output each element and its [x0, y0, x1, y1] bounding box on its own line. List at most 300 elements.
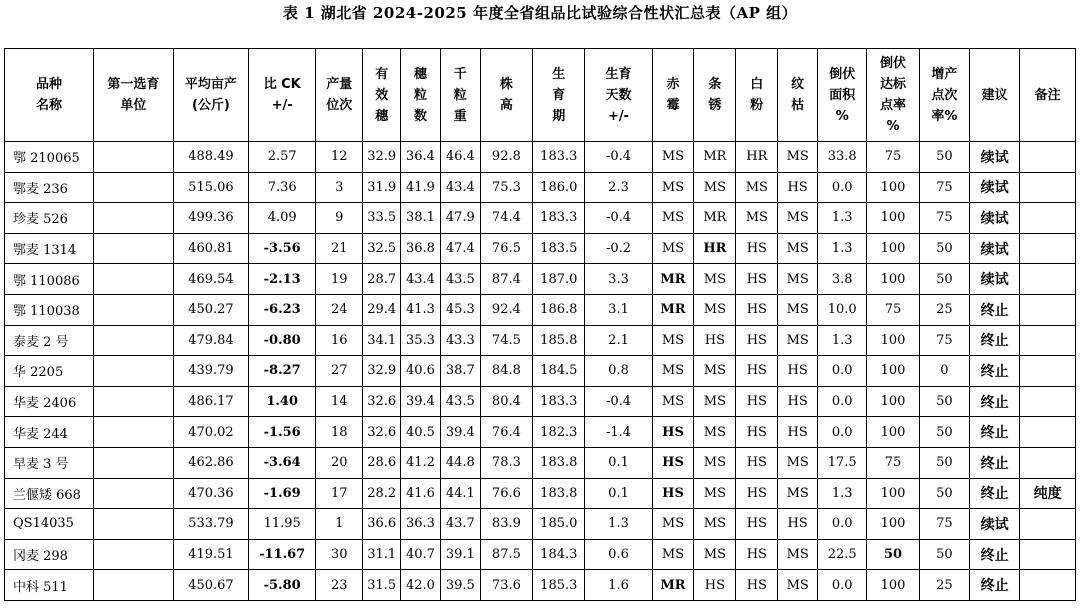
cell-days: -0.4	[585, 142, 652, 173]
cell-rank: 17	[316, 478, 363, 509]
cell-inc-rate: 75	[919, 509, 969, 540]
cell-baifen: MS	[736, 172, 778, 203]
cell-baifen: HS	[736, 417, 778, 448]
cell-height: 74.4	[480, 203, 532, 234]
summary-table	[4, 48, 1076, 601]
cell-name: 鄂 210065	[5, 142, 94, 173]
cell-chimei: MS	[652, 142, 694, 173]
table-row	[5, 203, 1076, 234]
cell-vs-ck: -5.80	[249, 570, 316, 601]
cell-name: 兰偃矮 668	[5, 478, 94, 509]
cell-suggest: 续试	[970, 233, 1020, 264]
cell-grains: 41.9	[401, 172, 441, 203]
column-header: 平均亩产 (公斤)	[173, 49, 248, 142]
cell-suggest: 终止	[970, 539, 1020, 570]
cell-wenku: MS	[778, 233, 818, 264]
cell-lodge-rate: 100	[867, 509, 919, 540]
cell-note	[1020, 509, 1076, 540]
cell-wenku: HS	[778, 172, 818, 203]
table-row	[5, 142, 1076, 173]
cell-height: 87.4	[480, 264, 532, 295]
cell-vs-ck: -3.64	[249, 447, 316, 478]
cell-rank: 23	[316, 570, 363, 601]
cell-ear: 32.9	[363, 142, 401, 173]
cell-suggest: 终止	[970, 570, 1020, 601]
cell-name: 华 2205	[5, 356, 94, 387]
cell-lodge-area: 1.3	[818, 325, 867, 356]
cell-note	[1020, 386, 1076, 417]
cell-unit	[94, 264, 174, 295]
cell-days: 3.3	[585, 264, 652, 295]
cell-days: 2.3	[585, 172, 652, 203]
cell-wenku: MS	[778, 325, 818, 356]
cell-inc-rate: 50	[919, 233, 969, 264]
cell-note	[1020, 233, 1076, 264]
cell-grains: 35.3	[401, 325, 441, 356]
cell-days: 0.6	[585, 539, 652, 570]
cell-vs-ck: 2.57	[249, 142, 316, 173]
cell-grains: 40.6	[401, 356, 441, 387]
cell-lodge-rate: 100	[867, 203, 919, 234]
cell-yield: 462.86	[173, 447, 248, 478]
cell-baifen: HS	[736, 570, 778, 601]
cell-vs-ck: 1.40	[249, 386, 316, 417]
cell-inc-rate: 50	[919, 386, 969, 417]
cell-inc-rate: 50	[919, 417, 969, 448]
cell-grains: 36.4	[401, 142, 441, 173]
cell-yield: 469.54	[173, 264, 248, 295]
cell-yield: 515.06	[173, 172, 248, 203]
cell-wenku: HS	[778, 356, 818, 387]
table-row	[5, 539, 1076, 570]
cell-lodge-area: 33.8	[818, 142, 867, 173]
cell-chimei: MS	[652, 356, 694, 387]
cell-lodge-rate: 100	[867, 356, 919, 387]
cell-ear: 32.5	[363, 233, 401, 264]
cell-suggest: 续试	[970, 264, 1020, 295]
cell-suggest: 终止	[970, 356, 1020, 387]
cell-suggest: 续试	[970, 509, 1020, 540]
cell-wenku: MS	[778, 570, 818, 601]
cell-period: 183.8	[533, 478, 585, 509]
cell-lodge-area: 0.0	[818, 417, 867, 448]
cell-suggest: 终止	[970, 294, 1020, 325]
cell-name: 鄂 110038	[5, 294, 94, 325]
column-header: 产量 位次	[316, 49, 363, 142]
cell-height: 76.4	[480, 417, 532, 448]
cell-yield: 499.36	[173, 203, 248, 234]
column-header: 穗 粒 数	[401, 49, 441, 142]
cell-note: 纯度	[1020, 478, 1076, 509]
cell-inc-rate: 75	[919, 203, 969, 234]
cell-height: 73.6	[480, 570, 532, 601]
cell-unit	[94, 447, 174, 478]
column-header: 倒伏 达标 点率 %	[867, 49, 919, 142]
cell-chimei: HS	[652, 478, 694, 509]
cell-tiaoxiu: MS	[694, 294, 736, 325]
cell-period: 184.5	[533, 356, 585, 387]
cell-wenku: HS	[778, 417, 818, 448]
cell-inc-rate: 0	[919, 356, 969, 387]
cell-tgw: 39.4	[440, 417, 480, 448]
cell-wenku: MS	[778, 447, 818, 478]
cell-ear: 28.2	[363, 478, 401, 509]
cell-baifen: HS	[736, 325, 778, 356]
cell-lodge-rate: 100	[867, 570, 919, 601]
column-header: 增产 点次 率%	[919, 49, 969, 142]
cell-suggest: 续试	[970, 172, 1020, 203]
column-header: 白 粉	[736, 49, 778, 142]
cell-suggest: 终止	[970, 447, 1020, 478]
cell-ear: 32.6	[363, 386, 401, 417]
cell-vs-ck: -3.56	[249, 233, 316, 264]
cell-lodge-rate: 100	[867, 233, 919, 264]
cell-period: 184.3	[533, 539, 585, 570]
cell-tiaoxiu: MS	[694, 539, 736, 570]
cell-yield: 488.49	[173, 142, 248, 173]
table-body	[5, 142, 1076, 601]
cell-grains: 41.3	[401, 294, 441, 325]
cell-lodge-rate: 100	[867, 478, 919, 509]
cell-lodge-area: 0.0	[818, 386, 867, 417]
cell-grains: 39.4	[401, 386, 441, 417]
cell-grains: 40.7	[401, 539, 441, 570]
table-row	[5, 478, 1076, 509]
column-header: 生 育 期	[533, 49, 585, 142]
cell-vs-ck: -8.27	[249, 356, 316, 387]
cell-baifen: HS	[736, 478, 778, 509]
cell-tgw: 43.7	[440, 509, 480, 540]
cell-inc-rate: 50	[919, 478, 969, 509]
cell-tgw: 43.3	[440, 325, 480, 356]
table-row	[5, 233, 1076, 264]
cell-note	[1020, 417, 1076, 448]
cell-ear: 31.5	[363, 570, 401, 601]
table-row	[5, 325, 1076, 356]
cell-tgw: 45.3	[440, 294, 480, 325]
cell-grains: 40.5	[401, 417, 441, 448]
cell-chimei: MS	[652, 172, 694, 203]
cell-yield: 439.79	[173, 356, 248, 387]
cell-inc-rate: 25	[919, 294, 969, 325]
cell-lodge-area: 22.5	[818, 539, 867, 570]
cell-chimei: MR	[652, 294, 694, 325]
cell-grains: 41.2	[401, 447, 441, 478]
cell-lodge-area: 17.5	[818, 447, 867, 478]
column-header: 比 CK +/-	[249, 49, 316, 142]
cell-baifen: HS	[736, 509, 778, 540]
cell-baifen: HS	[736, 447, 778, 478]
cell-tiaoxiu: MS	[694, 386, 736, 417]
cell-grains: 38.1	[401, 203, 441, 234]
cell-lodge-area: 1.3	[818, 478, 867, 509]
cell-days: 0.1	[585, 478, 652, 509]
cell-suggest: 终止	[970, 478, 1020, 509]
cell-yield: 533.79	[173, 509, 248, 540]
cell-wenku: MS	[778, 539, 818, 570]
column-header: 备注	[1020, 49, 1076, 142]
cell-ear: 28.7	[363, 264, 401, 295]
cell-period: 185.8	[533, 325, 585, 356]
cell-lodge-rate: 100	[867, 325, 919, 356]
cell-period: 183.8	[533, 447, 585, 478]
cell-baifen: HS	[736, 386, 778, 417]
cell-wenku: MS	[778, 478, 818, 509]
cell-tiaoxiu: HR	[694, 233, 736, 264]
cell-lodge-rate: 100	[867, 417, 919, 448]
cell-inc-rate: 50	[919, 539, 969, 570]
cell-vs-ck: 4.09	[249, 203, 316, 234]
cell-name: 鄂麦 1314	[5, 233, 94, 264]
column-header: 赤 霉	[652, 49, 694, 142]
cell-lodge-rate: 100	[867, 264, 919, 295]
cell-rank: 12	[316, 142, 363, 173]
table-row	[5, 447, 1076, 478]
cell-name: 冈麦 298	[5, 539, 94, 570]
cell-days: 1.3	[585, 509, 652, 540]
cell-ear: 31.9	[363, 172, 401, 203]
cell-vs-ck: -0.80	[249, 325, 316, 356]
cell-inc-rate: 25	[919, 570, 969, 601]
cell-rank: 18	[316, 417, 363, 448]
cell-ear: 29.4	[363, 294, 401, 325]
column-header: 品种 名称	[5, 49, 94, 142]
cell-suggest: 续试	[970, 142, 1020, 173]
cell-rank: 16	[316, 325, 363, 356]
cell-days: -1.4	[585, 417, 652, 448]
cell-ear: 36.6	[363, 509, 401, 540]
cell-yield: 450.67	[173, 570, 248, 601]
cell-name: 泰麦 2 号	[5, 325, 94, 356]
cell-unit	[94, 142, 174, 173]
cell-tgw: 46.4	[440, 142, 480, 173]
cell-note	[1020, 570, 1076, 601]
cell-name: 华麦 2406	[5, 386, 94, 417]
cell-name: 珍麦 526	[5, 203, 94, 234]
column-header: 纹 枯	[778, 49, 818, 142]
cell-days: 2.1	[585, 325, 652, 356]
cell-tiaoxiu: HS	[694, 570, 736, 601]
cell-grains: 36.8	[401, 233, 441, 264]
cell-tiaoxiu: MS	[694, 478, 736, 509]
cell-unit	[94, 570, 174, 601]
cell-height: 80.4	[480, 386, 532, 417]
cell-vs-ck: -1.56	[249, 417, 316, 448]
cell-chimei: MR	[652, 570, 694, 601]
cell-note	[1020, 142, 1076, 173]
cell-suggest: 终止	[970, 386, 1020, 417]
cell-ear: 33.5	[363, 203, 401, 234]
cell-grains: 36.3	[401, 509, 441, 540]
cell-yield: 419.51	[173, 539, 248, 570]
cell-grains: 43.4	[401, 264, 441, 295]
cell-name: 华麦 244	[5, 417, 94, 448]
cell-unit	[94, 356, 174, 387]
cell-rank: 14	[316, 386, 363, 417]
cell-lodge-rate: 75	[867, 294, 919, 325]
cell-height: 83.9	[480, 509, 532, 540]
cell-unit	[94, 325, 174, 356]
cell-days: -0.4	[585, 203, 652, 234]
cell-vs-ck: -2.13	[249, 264, 316, 295]
cell-wenku: HS	[778, 386, 818, 417]
cell-period: 186.0	[533, 172, 585, 203]
cell-name: 中科 511	[5, 570, 94, 601]
cell-tgw: 47.4	[440, 233, 480, 264]
column-header: 生育 天数 +/-	[585, 49, 652, 142]
cell-rank: 20	[316, 447, 363, 478]
cell-inc-rate: 50	[919, 142, 969, 173]
cell-lodge-area: 0.0	[818, 172, 867, 203]
cell-inc-rate: 75	[919, 172, 969, 203]
cell-days: 0.8	[585, 356, 652, 387]
cell-note	[1020, 325, 1076, 356]
cell-height: 78.3	[480, 447, 532, 478]
cell-tiaoxiu: MS	[694, 509, 736, 540]
cell-tiaoxiu: MS	[694, 172, 736, 203]
cell-baifen: HS	[736, 539, 778, 570]
cell-vs-ck: 7.36	[249, 172, 316, 203]
cell-rank: 21	[316, 233, 363, 264]
cell-chimei: MS	[652, 509, 694, 540]
cell-unit	[94, 203, 174, 234]
cell-rank: 24	[316, 294, 363, 325]
cell-note	[1020, 447, 1076, 478]
cell-vs-ck: 11.95	[249, 509, 316, 540]
column-header: 倒伏 面积 %	[818, 49, 867, 142]
cell-wenku: MS	[778, 203, 818, 234]
table-row	[5, 417, 1076, 448]
cell-height: 84.8	[480, 356, 532, 387]
cell-ear: 28.6	[363, 447, 401, 478]
cell-unit	[94, 478, 174, 509]
cell-inc-rate: 75	[919, 325, 969, 356]
cell-tiaoxiu: MR	[694, 203, 736, 234]
cell-vs-ck: -11.67	[249, 539, 316, 570]
cell-baifen: HR	[736, 142, 778, 173]
cell-baifen: HS	[736, 264, 778, 295]
cell-tiaoxiu: HS	[694, 325, 736, 356]
cell-wenku: HS	[778, 509, 818, 540]
cell-tgw: 38.7	[440, 356, 480, 387]
table-row	[5, 264, 1076, 295]
cell-height: 87.5	[480, 539, 532, 570]
cell-tiaoxiu: MS	[694, 264, 736, 295]
cell-grains: 42.0	[401, 570, 441, 601]
cell-vs-ck: -1.69	[249, 478, 316, 509]
cell-period: 187.0	[533, 264, 585, 295]
cell-rank: 9	[316, 203, 363, 234]
cell-period: 183.3	[533, 203, 585, 234]
table-title: 表 1 湖北省 2024-2025 年度全省组品比试验综合性状汇总表（AP 组）	[282, 4, 798, 22]
cell-note	[1020, 264, 1076, 295]
cell-lodge-area: 10.0	[818, 294, 867, 325]
cell-height: 76.6	[480, 478, 532, 509]
column-header: 千 粒 重	[440, 49, 480, 142]
table-row	[5, 570, 1076, 601]
cell-days: 0.1	[585, 447, 652, 478]
cell-note	[1020, 294, 1076, 325]
cell-wenku: MS	[778, 294, 818, 325]
cell-name: QS14035	[5, 509, 94, 540]
column-header: 条 锈	[694, 49, 736, 142]
cell-ear: 34.1	[363, 325, 401, 356]
cell-tiaoxiu: MR	[694, 142, 736, 173]
cell-tgw: 44.1	[440, 478, 480, 509]
cell-ear: 31.1	[363, 539, 401, 570]
table-row	[5, 356, 1076, 387]
cell-chimei: MR	[652, 264, 694, 295]
cell-tgw: 39.5	[440, 570, 480, 601]
cell-lodge-area: 1.3	[818, 233, 867, 264]
cell-yield: 486.17	[173, 386, 248, 417]
cell-note	[1020, 356, 1076, 387]
table-row	[5, 294, 1076, 325]
cell-unit	[94, 386, 174, 417]
cell-chimei: MS	[652, 203, 694, 234]
cell-rank: 3	[316, 172, 363, 203]
cell-lodge-rate: 100	[867, 386, 919, 417]
cell-unit	[94, 509, 174, 540]
cell-suggest: 续试	[970, 203, 1020, 234]
cell-tiaoxiu: MS	[694, 447, 736, 478]
cell-tgw: 47.9	[440, 203, 480, 234]
cell-chimei: MS	[652, 325, 694, 356]
cell-rank: 1	[316, 509, 363, 540]
cell-baifen: MS	[736, 203, 778, 234]
cell-tgw: 39.1	[440, 539, 480, 570]
cell-days: 1.6	[585, 570, 652, 601]
cell-chimei: MS	[652, 386, 694, 417]
cell-rank: 27	[316, 356, 363, 387]
table-row	[5, 386, 1076, 417]
cell-name: 鄂 110086	[5, 264, 94, 295]
cell-period: 185.3	[533, 570, 585, 601]
cell-grains: 41.6	[401, 478, 441, 509]
cell-period: 186.8	[533, 294, 585, 325]
cell-baifen: HS	[736, 294, 778, 325]
cell-rank: 30	[316, 539, 363, 570]
header-row	[5, 49, 1076, 142]
cell-unit	[94, 417, 174, 448]
cell-height: 92.8	[480, 142, 532, 173]
cell-chimei: MS	[652, 539, 694, 570]
cell-lodge-area: 1.3	[818, 203, 867, 234]
cell-tgw: 43.4	[440, 172, 480, 203]
cell-suggest: 终止	[970, 325, 1020, 356]
cell-yield: 470.36	[173, 478, 248, 509]
cell-note	[1020, 203, 1076, 234]
cell-lodge-area: 0.0	[818, 570, 867, 601]
cell-unit	[94, 294, 174, 325]
cell-tiaoxiu: MS	[694, 417, 736, 448]
cell-note	[1020, 539, 1076, 570]
cell-height: 75.3	[480, 172, 532, 203]
cell-lodge-rate: 50	[867, 539, 919, 570]
column-header: 第一选育 单位	[94, 49, 174, 142]
cell-tgw: 43.5	[440, 386, 480, 417]
cell-yield: 450.27	[173, 294, 248, 325]
cell-chimei: MS	[652, 233, 694, 264]
cell-yield: 460.81	[173, 233, 248, 264]
cell-height: 76.5	[480, 233, 532, 264]
cell-lodge-area: 3.8	[818, 264, 867, 295]
cell-chimei: HS	[652, 447, 694, 478]
cell-vs-ck: -6.23	[249, 294, 316, 325]
cell-tiaoxiu: MS	[694, 356, 736, 387]
cell-period: 185.0	[533, 509, 585, 540]
cell-period: 183.5	[533, 233, 585, 264]
